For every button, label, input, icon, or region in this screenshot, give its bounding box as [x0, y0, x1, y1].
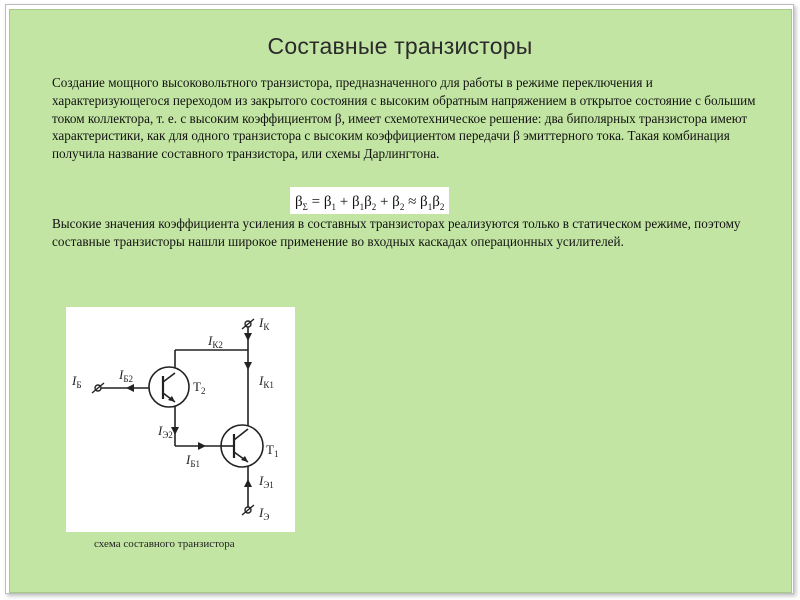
label-ib2: $I_{Б2}$ [119, 367, 134, 384]
label-t2: $T_2$ [193, 379, 206, 396]
label-ib1: $I_{Б1}$ [186, 452, 201, 469]
label-ik2: $I_{К2}$ [208, 333, 223, 350]
terminals [92, 319, 254, 515]
label-ie: $I_Э$ [259, 505, 270, 522]
label-ie1: $I_{Э1}$ [259, 473, 274, 490]
beta-formula: $\beta_\Sigma = \beta_1 + \beta_1\beta_2 + \beta_2 \approx \beta_1\beta_2$ [290, 187, 449, 214]
circuit-wires [101, 327, 248, 507]
darlington-circuit-diagram [66, 307, 295, 532]
static-mode-paragraph: Высокие значения коэффициента усиления в составных транзисторах реализуются только в статическом режиме, поэтому составные транзисторы нашли широкое применение во входных каскадах операционных усилителей. [52, 216, 741, 249]
arrow-ib1 [198, 442, 206, 450]
label-ik: $I_К$ [259, 315, 270, 332]
transistor-t2 [149, 367, 189, 407]
darlington-circuit-svg [66, 307, 295, 532]
label-ie2: $I_{Э2}$ [158, 423, 173, 440]
diagram-caption: схема составного транзистора [94, 538, 235, 550]
arrow-ik1 [244, 362, 252, 370]
slide-title: Составные транзисторы [267, 33, 533, 59]
arrow-ib2 [126, 384, 134, 392]
arrow-ie1 [244, 479, 252, 487]
intro-paragraph: Создание мощного высоковольтного транзистора, предназначенного для работы в режиме переключения и характеризующегося переходом из закрытого состояния с высоким обратным напряжением в открытое состояние с большим током коллектора, т. е. с высоким коэффициентом β, имеет схемотехническое решение: два биполярных транзистора имеют характеристики, как для одного транзистора с высоким коэффициентом передачи β эмиттерного тока. Такая комбинация получила название составного транзистора, или схемы Дарлингтона. [52, 75, 756, 162]
transistor-t1 [221, 425, 263, 467]
arrow-ik [244, 333, 252, 341]
label-t1: $T_1$ [266, 442, 279, 459]
label-ib: $I_Б$ [72, 373, 82, 390]
label-ik1: $I_{К1}$ [259, 373, 274, 390]
